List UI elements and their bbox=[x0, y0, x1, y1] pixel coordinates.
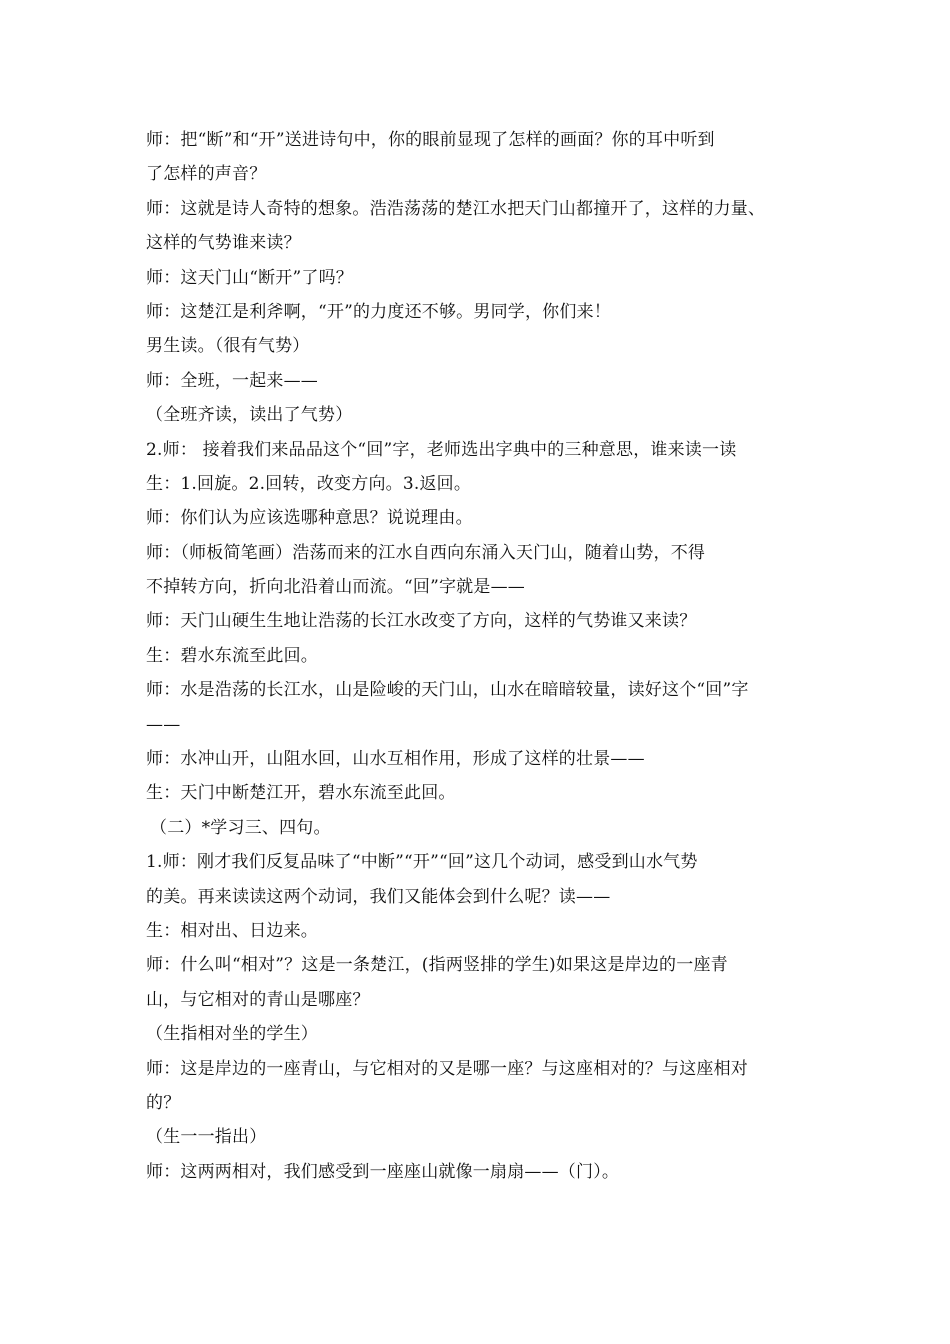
text-line: （生指相对坐的学生） bbox=[146, 1024, 318, 1045]
text-line: 师：天门山硬生生地让浩荡的长江水改变了方向，这样的气势谁又来读？ bbox=[146, 611, 697, 632]
section-heading: （二）*学习三、四句。 bbox=[150, 817, 331, 838]
text-line: 2.师： 接着我们来品品这个“回”字，老师选出字典中的三种意思，谁来读一读 bbox=[146, 439, 737, 460]
text-line: 这样的气势谁来读？ bbox=[146, 233, 301, 254]
text-line: 师：你们认为应该选哪种意思？说说理由。 bbox=[146, 508, 473, 529]
text-line: 师：水是浩荡的长江水，山是险峻的天门山，山水在暗暗较量，读好这个“回”字 bbox=[146, 680, 749, 701]
text-line: 生：1.回旋。2.回转，改变方向。3.返回。 bbox=[146, 473, 472, 494]
text-line: —— bbox=[146, 714, 181, 735]
text-line: 师：什么叫“相对”？这是一条楚江，(指两竖排的学生)如果这是岸边的一座青 bbox=[146, 955, 728, 976]
text-line: 了怎样的声音？ bbox=[146, 164, 267, 185]
text-line: （全班齐读，读出了气势） bbox=[146, 405, 353, 426]
text-line: 师：这就是诗人奇特的想象。浩浩荡荡的楚江水把天门山都撞开了，这样的力量、 bbox=[146, 198, 766, 219]
text-line: 的？ bbox=[146, 1092, 181, 1113]
text-line: （生一一指出） bbox=[146, 1127, 267, 1148]
text-line: 山，与它相对的青山是哪座？ bbox=[146, 989, 370, 1010]
text-line: 师：这楚江是利斧啊，“开”的力度还不够。男同学，你们来！ bbox=[146, 301, 611, 322]
text-line: 不掉转方向，折向北沿着山而流。“回”字就是—— bbox=[146, 577, 525, 598]
text-line: 1.师：刚才我们反复品味了“中断”“开”“回”这几个动词，感受到山水气势 bbox=[146, 852, 698, 873]
text-line: 师：这两两相对，我们感受到一座座山就像一扇扇——（门）。 bbox=[146, 1161, 620, 1182]
text-line: 师：把“断”和“开”送进诗句中，你的眼前显现了怎样的画面？你的耳中听到 bbox=[146, 130, 715, 150]
text-line: 师：水冲山开，山阻水回，山水互相作用，形成了这样的壮景—— bbox=[146, 749, 645, 770]
text-line: 师：全班，一起来—— bbox=[146, 370, 318, 391]
text-line: 生：碧水东流至此回。 bbox=[146, 645, 318, 666]
text-line: 师：这天门山“断开”了吗？ bbox=[146, 267, 353, 288]
text-line: 生：天门中断楚江开，碧水东流至此回。 bbox=[146, 783, 456, 804]
text-line: 的美。再来读读这两个动词，我们又能体会到什么呢？读—— bbox=[146, 886, 611, 907]
text-line: 生：相对出、日边来。 bbox=[146, 920, 318, 941]
text-line: 师：（师板简笔画）浩荡而来的江水自西向东涌入天门山，随着山势，不得 bbox=[146, 542, 706, 563]
text-line: 师：这是岸边的一座青山，与它相对的又是哪一座？与这座相对的？与这座相对 bbox=[146, 1058, 748, 1079]
text-line: 男生读。（很有气势） bbox=[146, 336, 310, 357]
document-page bbox=[146, 123, 816, 1189]
